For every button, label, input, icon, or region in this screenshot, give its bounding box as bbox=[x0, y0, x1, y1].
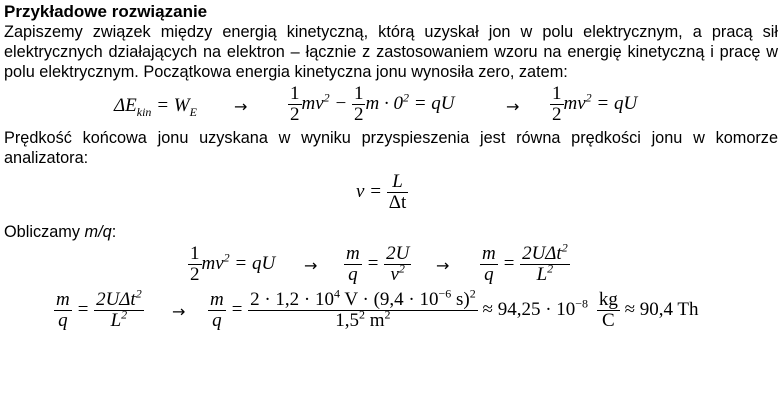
eq1-lhs: $\Delta E_{kin} = W_E$ bbox=[114, 95, 197, 119]
eq4-rhs: $\frac{m}{q}$ = $\frac{2 \cdot 1,2 \cdot 10^4 V \cdot (9,4 \cdot 10^{-6} s)^2}{1,5^2 m^2}$ ≈ $94,25 \cdot 10^{-8}$ $\frac{kg}{C}$ ≈ 90,4 Th bbox=[210, 286, 699, 331]
paragraph-1: Zapiszemy związek między energią kinetyczną, którą uzyskał jon w polu elektrycznym, a pracą sił elektrycznych działających na elektron – łącznie z zastosowaniem wzoru na energię kinetyczną i pracę w polu elektrycznym. Początkowa energia kinetyczna jonu wynosiła zero, zatem: bbox=[4, 23, 778, 81]
eq4-lhs: $\frac{m}{q}$ = $\frac{2U\Delta t^2}{L^2}$ bbox=[56, 286, 142, 331]
arrow-icon: → bbox=[234, 97, 248, 116]
arrow-icon: → bbox=[506, 97, 520, 116]
eq1-final: $\frac{1}{2}$ $mv^2$ = qU bbox=[552, 83, 638, 125]
eq1-middle: $\frac{1}{2}$ $mv^2$ − $\frac{1}{2}$ $m \cdot 0^2$ = qU bbox=[290, 83, 455, 125]
eq2: v = $\frac{L}{\Delta t}$ bbox=[356, 171, 407, 213]
eq3-c: $\frac{m}{q}$ = $\frac{2U\Delta t^2}{L^2}$ bbox=[482, 240, 568, 285]
document bbox=[4, 0, 778, 336]
heading: Przykładowe rozwiązanie bbox=[4, 2, 208, 21]
eq3-a: $\frac{1}{2}$ $mv^2$ = qU bbox=[190, 243, 276, 285]
equation-velocity bbox=[4, 168, 778, 218]
equation-result bbox=[4, 288, 778, 336]
equation-ratio bbox=[4, 242, 778, 288]
arrow-icon: → bbox=[304, 256, 318, 275]
equation-energy bbox=[4, 82, 778, 128]
arrow-icon: → bbox=[436, 256, 450, 275]
eq3-b: $\frac{m}{q}$ = $\frac{2U}{v^2}$ bbox=[346, 243, 410, 285]
paragraph-2: Prędkość końcowa jonu uzyskana w wyniku przyspieszenia jest równa prędkości jonu w komorze analizatora: bbox=[4, 129, 778, 167]
paragraph-3: Obliczamy m/q: bbox=[4, 223, 117, 241]
arrow-icon: → bbox=[172, 302, 186, 321]
